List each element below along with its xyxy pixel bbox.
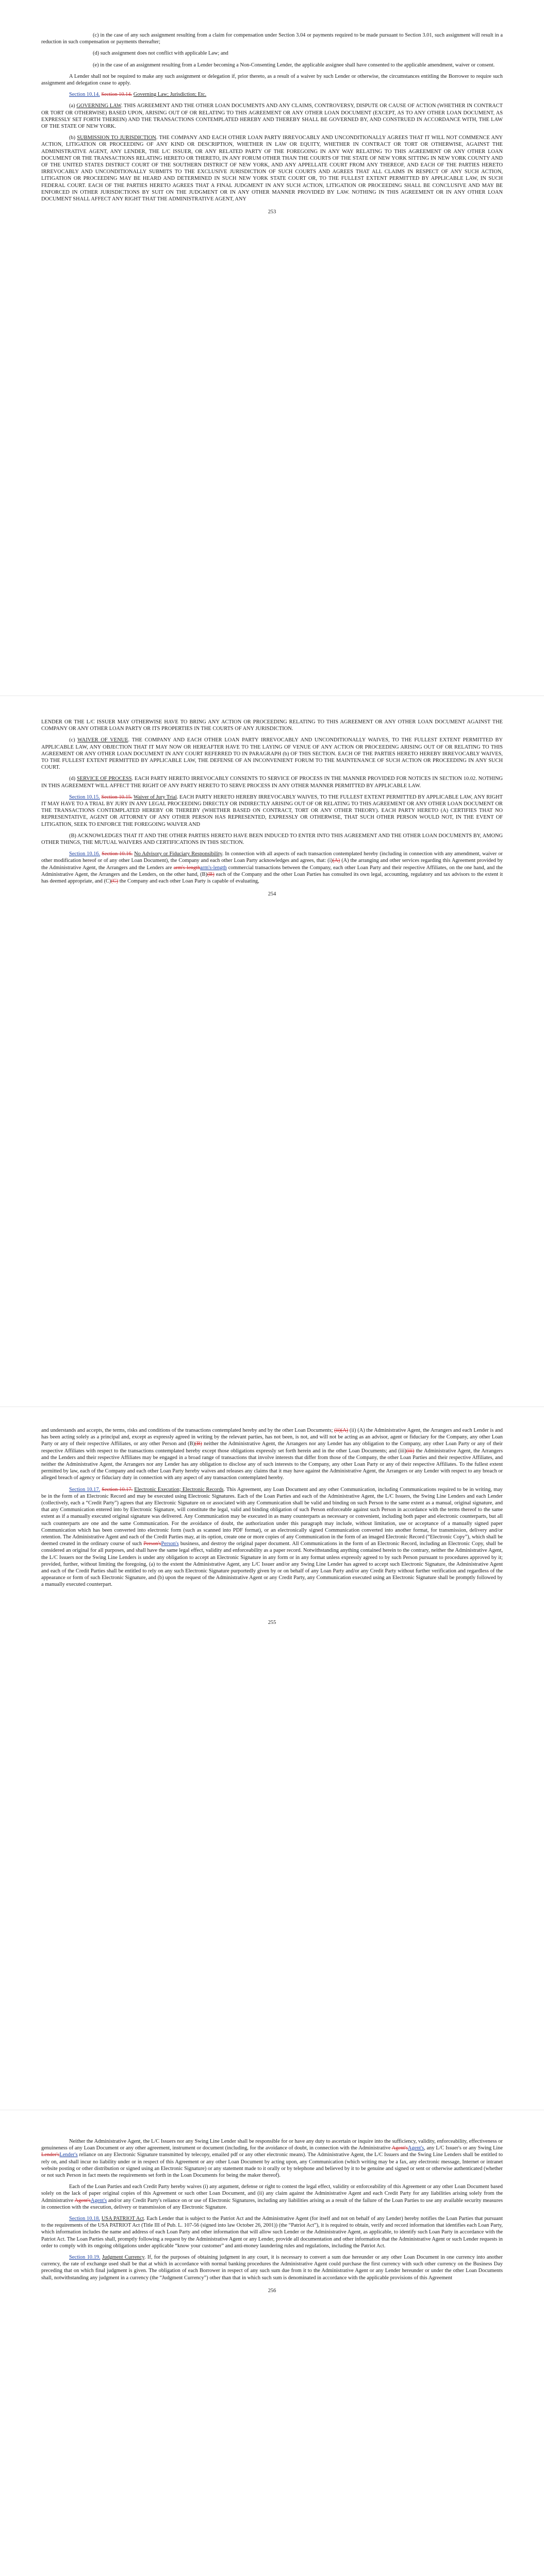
deleted-text: Lender's (41, 2152, 60, 2158)
assignment-paragraph: A Lender shall not be required to make any such assignment or delegation if, prior thereto, as a result of a waiver by such Lender or otherwise, the circumstances entitling the Borrower to require such assignment and delegation cease to apply. (41, 73, 503, 87)
section-title: Electronic Execution; Electronic Records (134, 1486, 224, 1493)
section-title: Waiver of Jury Trial (133, 794, 177, 800)
section-10-14-heading (41, 91, 503, 98)
page-256 (0, 2138, 544, 2294)
clause-c: (c) in the case of any such assignment resulting from a claim for compensation under Section 3.04 or payments required to be made pursuant to Section 3.01, such assignment will result in a reduction in such compensation or payments thereafter; (41, 32, 503, 45)
deleted-text: Person's (143, 1541, 161, 1547)
jurisdiction-text: . THE COMPANY AND EACH OTHER LOAN PARTY IRREVOCABLY AND UNCONDITIONALLY AGREES THAT IT WILL NOT COMMENCE ANY ACTION, LITIGATION OR PROCEEDING OF ANY KIND OR DESCRIPTION, WHETHER IN LAW OR EQUITY, WHETHER IN CONTRACT OR TORT OR OTHERWISE, AGAINST THE ADMINISTRATIVE AGENT, ANY LENDER, THE L/C ISSUER, OR ANY RELATED PARTY OF THE FOREGOING IN ANY WAY RELATING TO THIS AGREEMENT OR ANY OTHER LOAN DOCUMENT OR THE TRANSACTIONS RELATING HERETO OR THERETO, IN ANY FORUM OTHER THAN THE COURTS OF THE STATE OF NEW YORK SITTING IN NEW YORK COUNTY AND OF THE UNITED STATES DISTRICT COURT OF THE SOUTHERN DISTRICT OF NEW YORK, AND ANY APPELLATE COURT FROM ANY THEREOF, AND EACH OF THE PARTIES HERETO IRREVOCABLY AND UNCONDITIONALLY SUBMITS TO THE EXCLUSIVE JURISDICTION OF SUCH COURTS AND AGREES THAT ALL CLAIMS IN RESPECT OF ANY SUCH ACTION, LITIGATION OR PROCEEDING MAY BE HEARD AND DETERMINED IN SUCH NEW YORK STATE COURT OR, TO THE FULLEST EXTENT PERMITTED BY APPLICABLE LAW, IN SUCH FEDERAL COURT. EACH OF THE PARTIES HERETO AGREES THAT A FINAL JUDGMENT IN ANY SUCH ACTION, LITIGATION OR PROCEEDING SHALL BE CONCLUSIVE AND MAY BE ENFORCED IN OTHER JURISDICTIONS BY SUIT ON THE JUDGMENT OR IN ANY OTHER MANNER PROVIDED BY LAW. NOTHING IN THIS AGREEMENT OR IN ANY OTHER LOAN DOCUMENT SHALL AFFECT ANY RIGHT THAT THE ADMINISTRATIVE AGENT, ANY (41, 135, 503, 202)
fiduciary-text: and understands and accepts, the terms, risks and conditions of the transactions contemplated hereby and by the other Loan Documents; (41, 1428, 335, 1433)
reliance-text: , any L/C Issuer's or any Swing Line (424, 2145, 503, 2151)
section-number-deleted: Section 10.16. (102, 851, 133, 857)
page-number: 254 (268, 891, 276, 897)
deleted-text: (A) (332, 858, 340, 864)
section-number-new: Section 10.19. (69, 2255, 101, 2261)
deleted-text: Agent's (74, 2197, 91, 2204)
section-number-new: Section 10.16. (69, 851, 101, 857)
section-10-19-paragraph (41, 2254, 503, 2281)
section-number-new: Section 10.14. (69, 92, 100, 98)
jury-trial-continuation: (B) ACKNOWLEDGES THAT IT AND THE OTHER PARTIES HERETO HAVE BEEN INDUCED TO ENTER INTO THIS AGREEMENT AND THE OTHER LOAN DOCUMENTS BY, AMONG OTHER THINGS, THE MUTUAL WAIVERS AND CERTIFICATIONS IN THIS SECTION. (41, 833, 503, 846)
deleted-text: (B) (207, 871, 215, 877)
deleted-text: arm's-length (173, 865, 201, 871)
section-number-new: Section 10.17. (69, 1486, 101, 1493)
deleted-text: Agent's (391, 2145, 408, 2151)
section-number-deleted: Section 10.15. (101, 794, 133, 800)
jury-trial-text: . EACH PARTY HERETO HEREBY IRREVOCABLY WAIVES, TO THE FULLEST EXTENT PERMITTED BY APPLICABLE LAW, ANY RIGHT IT MAY HAVE TO A TRIAL BY JURY IN ANY LEGAL PROCEEDING DIRECTLY OR INDIRECTLY ARISING OUT OF OR RELATING TO THIS AGREEMENT OR ANY OTHER LOAN DOCUMENT OR THE TRANSACTIONS CONTEMPLATED HEREBY OR THEREBY (WHETHER BASED ON CONTRACT, TORT OR ANY OTHER THEORY). EACH PARTY HERETO (A) CERTIFIES THAT NO REPRESENTATIVE, AGENT OR ATTORNEY OF ANY OTHER PERSON HAS REPRESENTED, EXPRESSLY OR OTHERWISE, THAT SUCH OTHER PERSON WOULD NOT, IN THE EVENT OF LITIGATION, SEEK TO ENFORCE THE FOREGOING WAIVER AND (41, 794, 503, 827)
service-of-process-paragraph: (d) SERVICE OF PROCESS. EACH PARTY HERETO IRREVOCABLY CONSENTS TO SERVICE OF PROCESS IN THE MANNER PROVIDED FOR NOTICES IN SECTION 10.02. NOTHING IN THIS AGREEMENT WILL AFFECT THE RIGHT OF ANY PARTY HERETO TO SERVE PROCESS IN ANY OTHER MANNER PERMITTED BY APPLICABLE LAW. (41, 776, 503, 789)
section-title: No Advisory or Fiduciary Responsibility (134, 851, 222, 857)
page-divider (0, 1406, 544, 1407)
fiduciary-text: . In connection with all aspects of each transaction contemplated hereby (including in connection with any amendment, waiver or other modification hereof or of any other Loan Document), the Company and each other Loan Party acknowledges and agrees, that: (i) (41, 851, 503, 864)
deleted-text: (ii)(A) (334, 1428, 349, 1433)
service-of-process-text: . EACH PARTY HERETO IRREVOCABLY CONSENTS TO SERVICE OF PROCESS IN THE MANNER PROVIDED FOR NOTICES IN SECTION 10.02. NOTHING IN THIS AGREEMENT WILL AFFECT THE RIGHT OF ANY PARTY HERETO TO SERVE PROCESS IN ANY OTHER MANNER PERMITTED BY APPLICABLE LAW. (41, 776, 503, 789)
section-number-deleted: Section 10.14. (101, 92, 133, 98)
inserted-text: Person's (161, 1541, 179, 1547)
waiver-paragraph (41, 2183, 503, 2211)
section-number-new: Section 10.18. (69, 2216, 101, 2222)
waiver-text: Each of the Loan Parties and each Credit Party hereby waives (i) any argument, defense or right to contest the legal effect, validity or enforceability of this Agreement or any other Loan Document based solely on the lack of paper original copies of this Agreement or such other Loan Document, and (ii) any claim against the Administrative Agent and each Credit Party for any liabilities arising solely from the Administrative (41, 2184, 503, 2204)
waiver-of-venue-label: WAIVER OF VENUE (77, 737, 128, 743)
jurisdiction-continuation: LENDER OR THE L/C ISSUER MAY OTHERWISE HAVE TO BRING ANY ACTION OR PROCEEDING RELATING TO THIS AGREEMENT OR ANY OTHER LOAN DOCUMENT AGAINST THE COMPANY OR ANY OTHER LOAN PARTY OR ITS PROPERTIES IN THE COURTS OF ANY JURISDICTION. (41, 719, 503, 732)
reliance-paragraph (41, 2138, 503, 2179)
section-title: Judgment Currency (102, 2255, 144, 2261)
section-title: Governing Law; Jurisdiction; Etc. (133, 92, 207, 98)
section-title: USA PATRIOT Act (101, 2216, 144, 2222)
inserted-text: Agent's (90, 2197, 107, 2204)
inserted-text: Agent's (407, 2145, 424, 2151)
page-254 (0, 719, 544, 897)
fiduciary-text: each of the Company and the other Loan Parties has consulted its own legal, accounting, regulatory and tax advisors to the extent it has deemed appropriate, and (C) (41, 871, 503, 885)
page-number: 253 (268, 209, 276, 215)
deleted-text: (C) (111, 878, 119, 885)
clause-e: (e) in the case of an assignment resulting from a Lender becoming a Non-Consenting Lender, the applicable assignee shall have consented to the applicable amendment, waiver or consent. (93, 62, 495, 68)
waiver-of-venue-text: . THE COMPANY AND EACH OTHER LOAN PARTY IRREVOCABLY AND UNCONDITIONALLY WAIVES, TO THE FULLEST EXTENT PERMITTED BY APPLICABLE LAW, ANY OBJECTION THAT IT MAY NOW OR HEREAFTER HAVE TO THE LAYING OF VENUE OF ANY ACTION OR PROCEEDING ARISING OUT OF OR RELATING TO THIS AGREEMENT OR ANY OTHER LOAN DOCUMENT IN ANY COURT REFERRED TO IN PARAGRAPH (b) OF THIS SECTION. EACH OF THE PARTIES HERETO HEREBY IRREVOCABLY WAIVES, TO THE FULLEST EXTENT PERMITTED BY APPLICABLE LAW, THE DEFENSE OF AN INCONVENIENT FORUM TO THE MAINTENANCE OF SUCH ACTION OR PROCEEDING IN ANY SUCH COURT. (41, 737, 503, 771)
section-10-18-paragraph (41, 2215, 503, 2249)
governing-law-paragraph: (a) GOVERNING LAW. THIS AGREEMENT AND THE OTHER LOAN DOCUMENTS AND ANY CLAIMS, CONTROVERSY, DISPUTE OR CAUSE OF ACTION (WHETHER IN CONTRACT OR TORT OR OTHERWISE) BASED UPON, ARISING OUT OF OR RELATING TO THIS AGREEMENT OR ANY OTHER LOAN DOCUMENT (EXCEPT, AS TO ANY OTHER LOAN DOCUMENT, AS EXPRESSLY SET FORTH THEREIN) AND THE TRANSACTIONS CONTEMPLATED HEREBY AND THEREBY SHALL BE GOVERNED BY, AND CONSTRUED IN ACCORDANCE WITH, THE LAW OF THE STATE OF NEW YORK. (41, 103, 503, 130)
patriot-act-text: . Each Lender that is subject to the Patriot Act and the Administrative Agent (for itself and not on behalf of any Lender) hereby notifies the Loan Parties that pursuant to the requirements of the USA PATRIOT Act (Title III of Pub. L. 107-56 (signed into law October 26, 2001)) (the “Patriot Act”), it is required to obtain, verify and record information that identifies each Loan Party, which information includes the name and address of each Loan Party and other information that will allow such Lender or the Administrative Agent, as applicable, to identify such Loan Party in accordance with the Patriot Act. The Loan Parties shall, promptly following a request by the Administrative Agent or any Lender, provide all documentation and other information that the Administrative Agent or such Lender requests in order to comply with its ongoing obligations under applicable “know your customer” and anti-money laundering rules and regulations, including the Patriot Act. (41, 2216, 503, 2249)
electronic-execution-text: . This Agreement, any Loan Document and any other Communication, including Communications required to be in writing, may be in the form of an Electronic Record and may be executed using Electronic Signatures. Each of the Loan Parties and each of the Administrative Agent, the L/C Issuers, the Swing Line Lenders and each Lender (collectively, each a “Credit Party”) agrees that any Electronic Signature on or associated with any Communication shall be valid and binding on such Person to the same extent as a manual, original signature, and that any Communication entered into by Electronic Signature, will constitute the legal, valid and binding obligation of such Person enforceable against such Person in accordance with the terms thereof to the same extent as if a manually executed original signature was delivered. Any Communication may be executed in as many counterparts as necessary or convenient, including both paper and electronic counterparts, but all such counterparts are one and the same Communication. For the avoidance of doubt, the authorization under this paragraph may include, without limitation, use or acceptance of a manually signed paper Communication which has been converted into electronic form (such as scanned into PDF format), or an electronically signed Communication converted into another format, for transmission, delivery and/or retention. The Administrative Agent and each of the Credit Parties may, at its option, create one or more copies of any Communication in the form of an imaged Electronic Record (“Electronic Copy”), which shall be deemed created in the ordinary course of such (41, 1486, 503, 1547)
fiduciary-text: (A) the arranging and other services regarding this Agreement provided by the Administrative Agent, the Arrangers and the Lenders are (41, 858, 503, 871)
jurisdiction-label: SUBMISSION TO JURISDICTION (77, 135, 156, 141)
reliance-text: reliance on any Electronic Signature transmitted by telecopy, emailed pdf or any other electronic means). The Administrative Agent, the L/C Issuers and the Swing Line Lenders shall be entitled to rely on, and shall incur no liability under or in respect of this Agreement or any other Loan Document by acting upon, any Communication (which writing may be a fax, any electronic message, Internet or intranet website posting or other distribution or signed using an Electronic Signature) or any statement made to it orally or by telephone and believed by it to be genuine and signed or sent or otherwise authenticated (whether or not such Person in fact meets the requirements set forth in the Loan Documents for being the maker thereof). (41, 2152, 503, 2179)
fiduciary-text: commercial transactions between the Company, each other Loan Party and their respective Affiliates, on the one hand, and the Administrative Agent, the Arrangers and the Lenders, on the other hand, (B) (41, 865, 503, 877)
waiver-text: and/or any Credit Party's reliance on or use of Electronic Signatures, including any liabilities arising as a result of the failure of the Loan Parties to use any available security measures in connection with the execution, delivery or transmission of any Electronic Signature. (41, 2197, 503, 2210)
page-number: 256 (268, 2287, 276, 2294)
inserted-text: arm's-length (200, 865, 227, 871)
page-253 (0, 32, 544, 215)
section-number-deleted: Section 10.17. (102, 1486, 133, 1493)
jurisdiction-paragraph: (b) SUBMISSION TO JURISDICTION. THE COMPANY AND EACH OTHER LOAN PARTY IRREVOCABLY AND UNCONDITIONALLY AGREES THAT IT WILL NOT COMMENCE ANY ACTION, LITIGATION OR PROCEEDING OF ANY KIND OR DESCRIPTION, WHETHER IN LAW OR EQUITY, WHETHER IN CONTRACT OR TORT OR OTHERWISE, AGAINST THE ADMINISTRATIVE AGENT, ANY LENDER, THE L/C ISSUER, OR ANY RELATED PARTY OF THE FOREGOING IN ANY WAY RELATING TO THIS AGREEMENT OR ANY OTHER LOAN DOCUMENT OR THE TRANSACTIONS RELATING HERETO OR THERETO, IN ANY FORUM OTHER THAN THE COURTS OF THE STATE OF NEW YORK SITTING IN NEW YORK COUNTY AND OF THE UNITED STATES DISTRICT COURT OF THE SOUTHERN DISTRICT OF NEW YORK, AND ANY APPELLATE COURT FROM ANY THEREOF, AND EACH OF THE PARTIES HERETO IRREVOCABLY AND UNCONDITIONALLY SUBMITS TO THE EXCLUSIVE JURISDICTION OF SUCH COURTS AND AGREES THAT ALL CLAIMS IN RESPECT OF ANY SUCH ACTION, LITIGATION OR PROCEEDING MAY BE HEARD AND DETERMINED IN SUCH NEW YORK STATE COURT OR, TO THE FULLEST EXTENT PERMITTED BY APPLICABLE LAW, IN SUCH FEDERAL COURT. EACH OF THE PARTIES HERETO AGREES THAT A FINAL JUDGMENT IN ANY SUCH ACTION, LITIGATION OR PROCEEDING SHALL BE CONCLUSIVE AND MAY BE ENFORCED IN OTHER JURISDICTIONS BY SUIT ON THE JUDGMENT OR IN ANY OTHER MANNER PROVIDED BY LAW. NOTHING IN THIS AGREEMENT OR IN ANY OTHER LOAN DOCUMENT SHALL AFFECT ANY RIGHT THAT THE ADMINISTRATIVE AGENT, ANY (41, 135, 503, 202)
waiver-of-venue-paragraph: (c) WAIVER OF VENUE. THE COMPANY AND EACH OTHER LOAN PARTY IRREVOCABLY AND UNCONDITIONALLY WAIVES, TO THE FULLEST EXTENT PERMITTED BY APPLICABLE LAW, ANY OBJECTION THAT IT MAY NOW OR HEREAFTER HAVE TO THE LAYING OF VENUE OF ANY ACTION OR PROCEEDING ARISING OUT OF OR RELATING TO THIS AGREEMENT OR ANY OTHER LOAN DOCUMENT IN ANY COURT REFERRED TO IN PARAGRAPH (b) OF THIS SECTION. EACH OF THE PARTIES HERETO HEREBY IRREVOCABLY WAIVES, TO THE FULLEST EXTENT PERMITTED BY APPLICABLE LAW, THE DEFENSE OF AN INCONVENIENT FORUM TO THE MAINTENANCE OF SUCH ACTION OR PROCEEDING IN ANY SUCH COURT. (41, 737, 503, 771)
section-10-15-paragraph (41, 794, 503, 828)
service-of-process-label: SERVICE OF PROCESS (77, 776, 132, 782)
judgment-currency-text: . If, for the purposes of obtaining judgment in any court, it is necessary to convert a sum due hereunder or any other Loan Document in one currency into another currency, the rate of exchange used shall be that at which in accordance with normal banking procedures the Administrative Agent could purchase the first currency with such other currency on the Business Day preceding that on which final judgment is given. The obligation of each Borrower in respect of any such sum due from it to the Administrative Agent or any Lender hereunder or under the other Loan Documents shall, notwithstanding any judgment in a currency (the “Judgment Currency”) other than that in which such sum is denominated in accordance with the applicable provisions of this Agreement (41, 2255, 503, 2281)
fiduciary-text: neither the Administrative Agent, the Arrangers nor any Lender has any obligation to the Company, any other Loan Party or any of their respective Affiliates with respect to the transactions contemplated hereby except those obligations expressly set forth herein and in the other Loan Documents; and (iii) (41, 1441, 503, 1454)
section-number-new: Section 10.15. (69, 794, 100, 800)
section-10-17-paragraph (41, 1486, 503, 1588)
electronic-execution-text: business, and destroy the original paper document. All Communications in the form of an Electronic Record, including an Electronic Copy, shall be considered an original for all purposes, and shall have the same legal effect, validity and enforceability as a paper record. Notwithstanding anything contained herein to the contrary, neither the Administrative Agent, the L/C Issuers nor the Swing Line Lenders is under any obligation to accept an Electronic Signature in any form or in any format unless expressly agreed to by such Person pursuant to procedures approved by it; provided, further, without limiting the foregoing, (a) to the extent the Administrative Agent, any L/C Issuer and/or any Swing Line Lender has agreed to accept such Electronic Signature, the Administrative Agent and each of the Credit Parties shall be entitled to rely on any such Electronic Signature purportedly given by or on behalf of any Loan Party and/or any Credit Party without further verification and regardless of the appearance or form of such Electronic Signature, and (b) upon the request of the Administrative Agent or any Credit Party, any Communication executed using an Electronic Signature shall be promptly followed by a manually executed counterpart. (41, 1541, 503, 1588)
governing-law-label: GOVERNING LAW (76, 103, 121, 109)
fiduciary-text: the Company and each other Loan Party is capable of evaluating, (118, 878, 259, 885)
reliance-text: Neither the Administrative Agent, the L/C Issuers nor any Swing Line Lender shall be responsible for or have any duty to ascertain or inquire into the sufficiency, validity, enforceability, effectiveness or genuineness of any Loan Document or any other agreement, instrument or document (including, for the avoidance of doubt, in connection with the Administrative (41, 2139, 503, 2151)
fiduciary-text: the Administrative Agent, the Arrangers and the Lenders and their respective Affiliates may be engaged in a broad range of transactions that involve interests that differ from those of the Company, the other Loan Parties and their respective Affiliates, and neither the Administrative Agent, the Arrangers nor any Lender has any obligation to disclose any of such interests to the Company, any other Loan Party or any of their respective Affiliates. To the fullest extent permitted by law, each of the Company and each other Loan Party hereby waives and releases any claims that it may have against the Administrative Agent, the Arrangers or any Lender with respect to any breach or alleged breach of agency or fiduciary duty in connection with any aspect of any transaction contemplated hereby. (41, 1448, 503, 1481)
section-10-16-paragraph (41, 851, 503, 885)
fiduciary-continuation (41, 1427, 503, 1482)
page-255 (0, 1427, 544, 1626)
fiduciary-text: (ii) (A) the Administrative Agent, the Arrangers and each Lender is and has been acting solely as a principal and, except as expressly agreed in writing by the relevant parties, has not been, is not, and will not be acting as an advisor, agent or fiduciary for the Company, any other Loan Party or any of their respective Affiliates, or any other Person and (B) (41, 1428, 503, 1447)
clause-d: (d) such assignment does not conflict with applicable Law; and (93, 50, 228, 57)
inserted-text: Lender's (59, 2152, 78, 2158)
governing-law-text: . THIS AGREEMENT AND THE OTHER LOAN DOCUMENTS AND ANY CLAIMS, CONTROVERSY, DISPUTE OR CAUSE OF ACTION (WHETHER IN CONTRACT OR TORT OR OTHERWISE) BASED UPON, ARISING OUT OF OR RELATING TO THIS AGREEMENT OR ANY OTHER LOAN DOCUMENT (EXCEPT, AS TO ANY OTHER LOAN DOCUMENT, AS EXPRESSLY SET FORTH THEREIN) AND THE TRANSACTIONS CONTEMPLATED HEREBY AND THEREBY SHALL BE GOVERNED BY, AND CONSTRUED IN ACCORDANCE WITH, THE LAW OF THE STATE OF NEW YORK. (41, 103, 503, 130)
deleted-text: (B) (194, 1441, 202, 1447)
page-number: 255 (268, 1619, 276, 1625)
deleted-text: (iii) (406, 1448, 415, 1454)
